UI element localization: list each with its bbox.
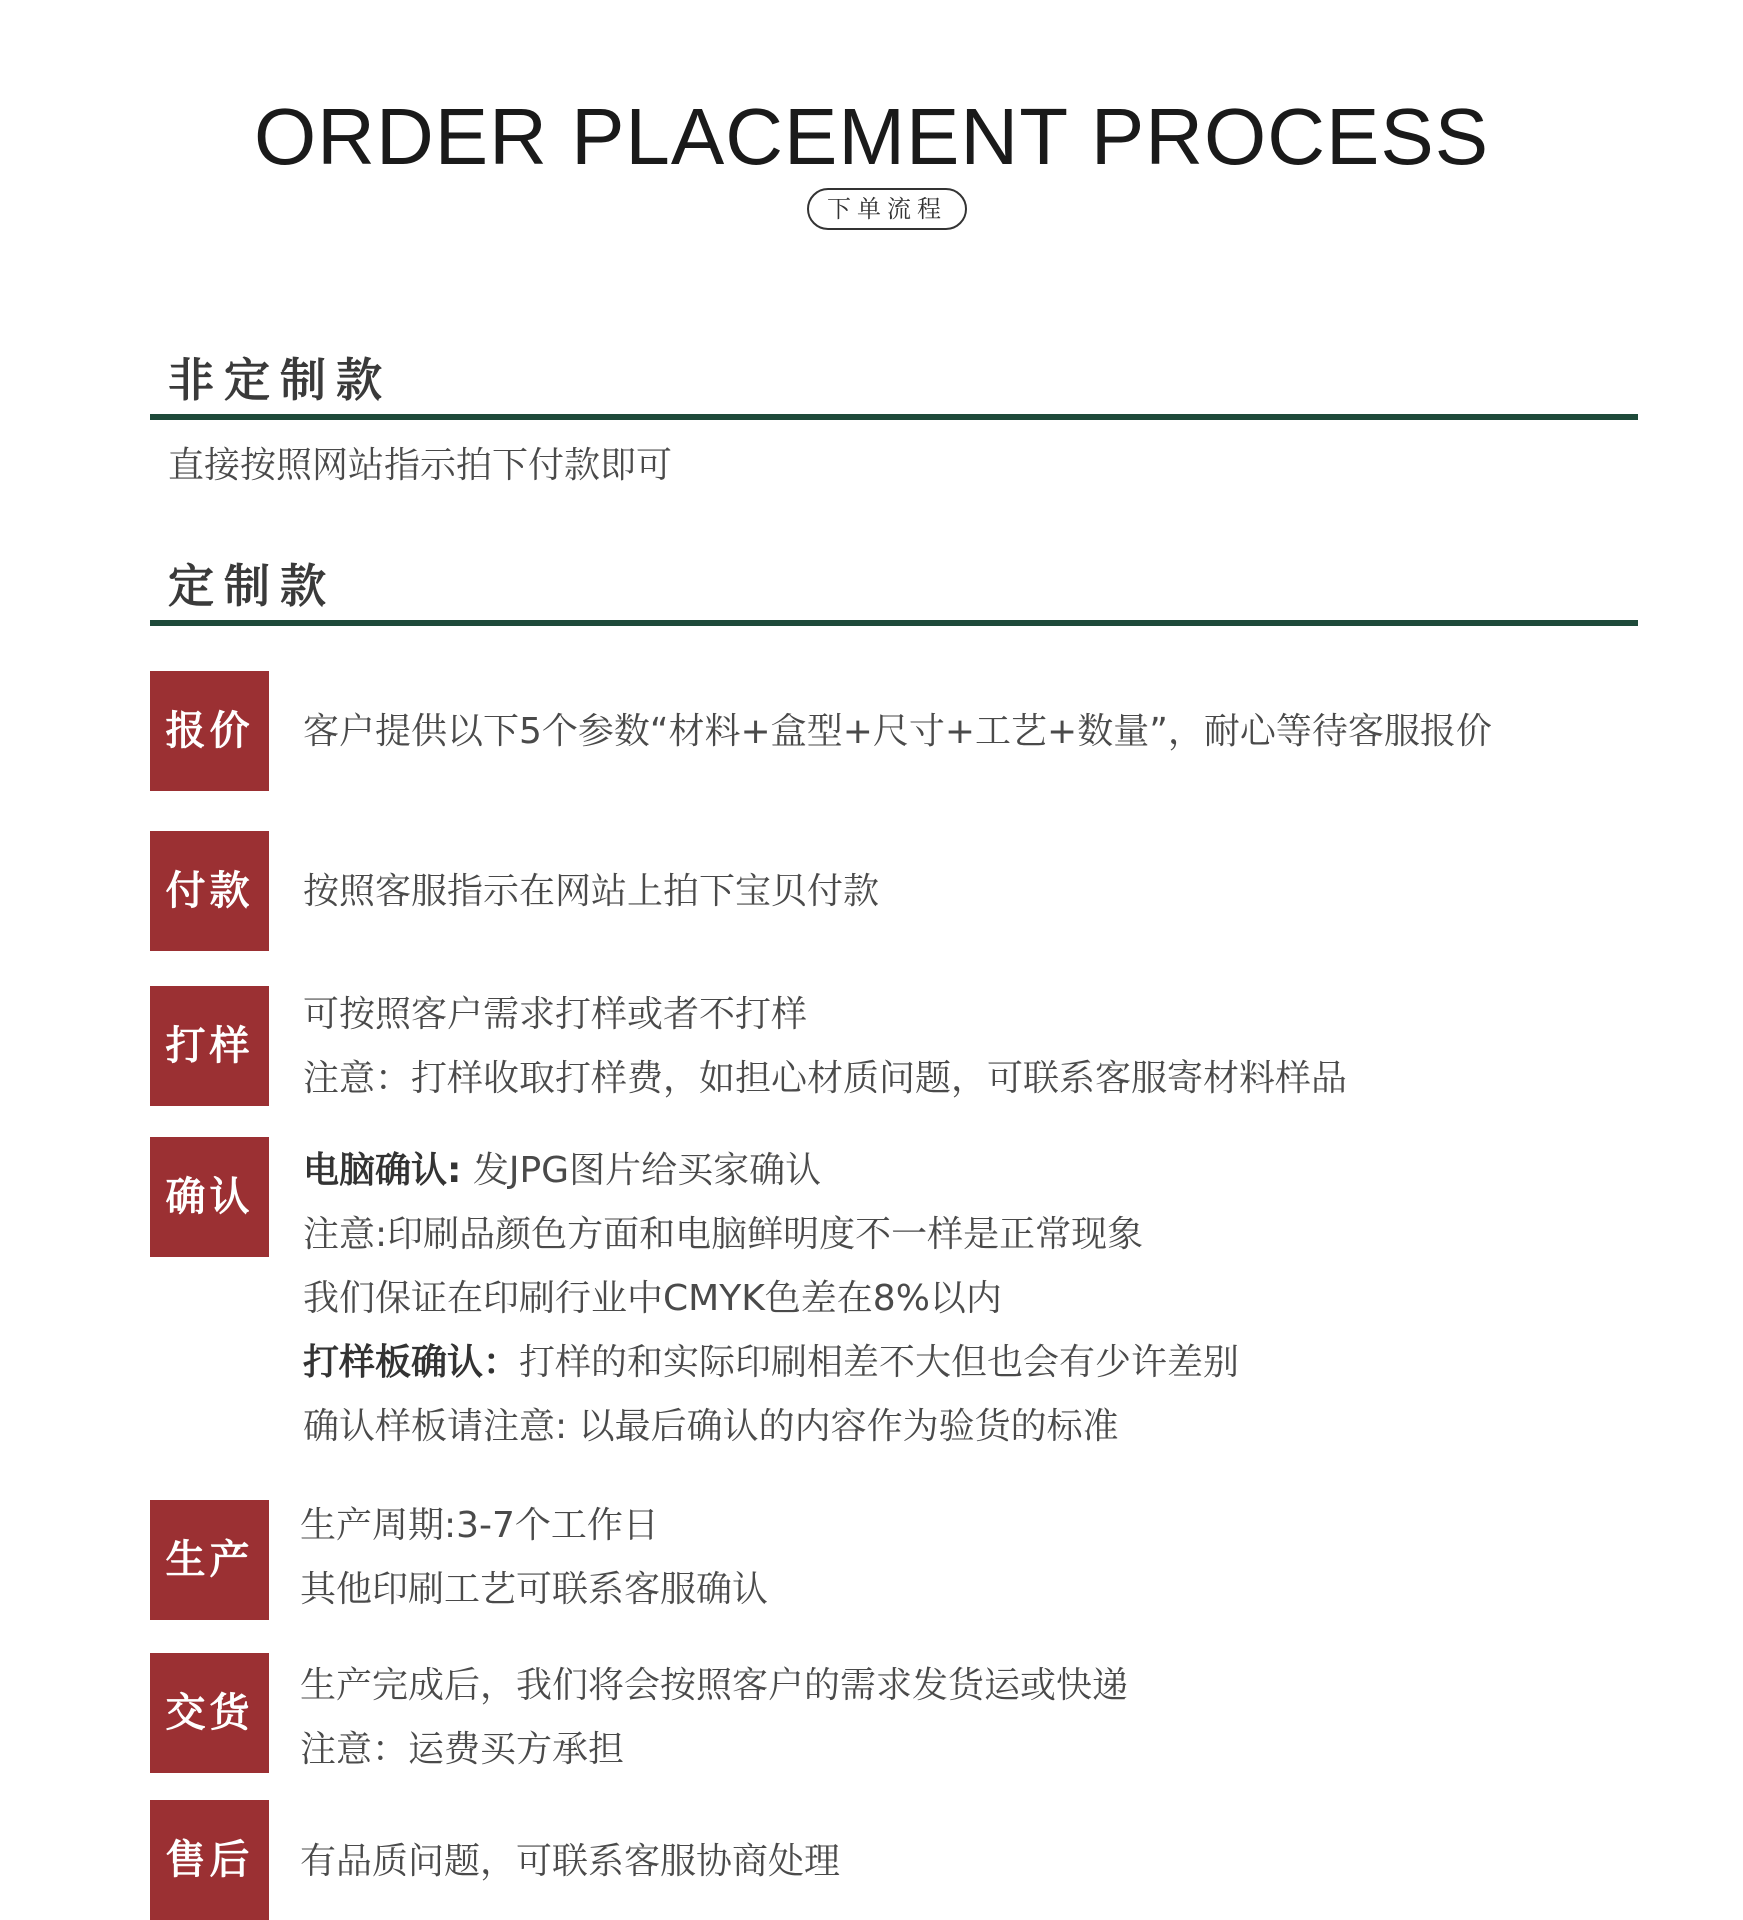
step-badge-quote: 报价: [150, 671, 269, 791]
step-line-bold: 打样板确认：: [303, 1342, 520, 1383]
step-content-payment: [303, 860, 879, 924]
step-content-delivery: [300, 1654, 1128, 1782]
subtitle-badge: 下单流程: [807, 188, 967, 230]
step-line: 注意：打样收取打样费，如担心材质问题，可联系客服寄材料样品: [303, 1058, 1348, 1099]
non-custom-section-rule: [150, 414, 1638, 420]
step-line: [303, 1139, 1239, 1203]
step-badge-payment: 付款: [150, 831, 269, 951]
page-title: ORDER PLACEMENT PROCESS: [253, 92, 1490, 181]
step-line: 生产周期:3-7个工作日: [300, 1505, 659, 1546]
step-line: 确认样板请注意: 以最后确认的内容作为验货的标准: [303, 1406, 1119, 1447]
step-line-text: 发JPG图片给买家确认: [461, 1150, 822, 1191]
step-line: 按照客服指示在网站上拍下宝贝付款: [303, 871, 880, 912]
step-content-quote: [303, 700, 1492, 764]
step-content-sampling: [303, 983, 1347, 1111]
custom-section-title: 定制款: [168, 559, 336, 613]
step-line: [303, 1331, 1239, 1395]
step-badge-after-sales: 售后: [150, 1800, 269, 1920]
step-badge-production: 生产: [150, 1500, 269, 1620]
step-line: 我们保证在印刷行业中CMYK色差在8%以内: [303, 1278, 1002, 1319]
step-content-production: [300, 1494, 768, 1622]
step-badge-sampling: 打样: [150, 986, 269, 1106]
step-badge-delivery: 交货: [150, 1653, 269, 1773]
step-line: 生产完成后，我们将会按照客户的需求发货运或快递: [300, 1665, 1129, 1706]
step-line: 客户提供以下5个参数“材料+盒型+尺寸+工艺+数量”，耐心等待客服报价: [303, 711, 1492, 752]
step-badge-confirm: 确认: [150, 1137, 269, 1257]
step-line-bold: 电脑确认:: [303, 1150, 462, 1191]
step-line: 可按照客户需求打样或者不打样: [303, 994, 808, 1035]
non-custom-section-desc: 直接按照网站指示拍下付款即可: [168, 445, 673, 486]
step-line-text: 打样的和实际印刷相差不大但也会有少许差别: [519, 1342, 1240, 1383]
step-line: 注意：运费买方承担: [300, 1729, 625, 1770]
step-line: 有品质问题，可联系客服协商处理: [300, 1841, 841, 1882]
non-custom-section-title: 非定制款: [168, 353, 392, 407]
step-line: 其他印刷工艺可联系客服确认: [300, 1569, 769, 1610]
step-content-confirm: [303, 1139, 1239, 1459]
step-line: 注意:印刷品颜色方面和电脑鲜明度不一样是正常现象: [303, 1214, 1144, 1255]
custom-section-rule: [150, 620, 1638, 626]
step-content-after-sales: [300, 1830, 840, 1894]
